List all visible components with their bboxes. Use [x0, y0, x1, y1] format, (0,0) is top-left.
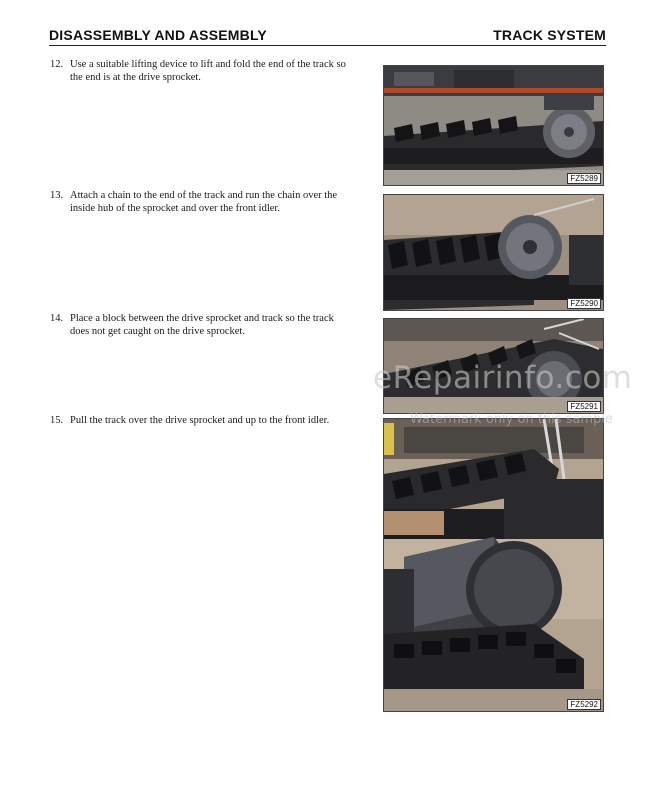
watermark-text: eRepairinfo.com	[373, 360, 633, 396]
track-photo-image	[384, 195, 603, 310]
step-text	[70, 414, 366, 427]
figure-label: FZ5292	[567, 699, 601, 710]
step-text-line: Use a suitable lifting device to lift and fold the end of the track so	[70, 59, 346, 70]
chapter-title: TRACK SYSTEM	[493, 27, 606, 43]
step-text-line: inside hub of the sprocket and over the front idler.	[70, 203, 280, 214]
step-text	[70, 189, 366, 215]
step-number: 13.	[50, 190, 64, 201]
step-text-line: Attach a chain to the end of the track and run the chain over the	[70, 190, 338, 201]
step-15	[50, 414, 366, 427]
step-text	[70, 312, 366, 338]
step-text-line: Pull the track over the drive sprocket and up to the front idler.	[70, 415, 330, 426]
step-13	[50, 189, 366, 215]
step-12	[50, 58, 366, 84]
track-photo-image	[384, 419, 603, 711]
figure-fz5289	[383, 65, 604, 186]
track-photo-image	[384, 66, 603, 185]
step-number: 15.	[50, 415, 64, 426]
step-text	[70, 58, 366, 84]
step-number: 14.	[50, 313, 64, 324]
section-title: DISASSEMBLY AND ASSEMBLY	[49, 27, 267, 43]
step-14	[50, 312, 366, 338]
step-number: 12.	[50, 59, 64, 70]
figure-label: FZ5290	[567, 298, 601, 309]
step-text-line: the end is at the drive sprocket.	[70, 72, 201, 83]
step-text-line: Place a block between the drive sprocket and track so the track	[70, 313, 334, 324]
step-text-line: does not get caught on the drive sprocket.	[70, 326, 245, 337]
watermark-subtext: Watermark only on this sample	[410, 412, 613, 427]
page-header	[49, 27, 606, 46]
figure-fz5290	[383, 194, 604, 311]
figure-fz5292	[383, 418, 604, 712]
figure-label: FZ5291	[567, 401, 601, 412]
figure-label: FZ5289	[567, 173, 601, 184]
